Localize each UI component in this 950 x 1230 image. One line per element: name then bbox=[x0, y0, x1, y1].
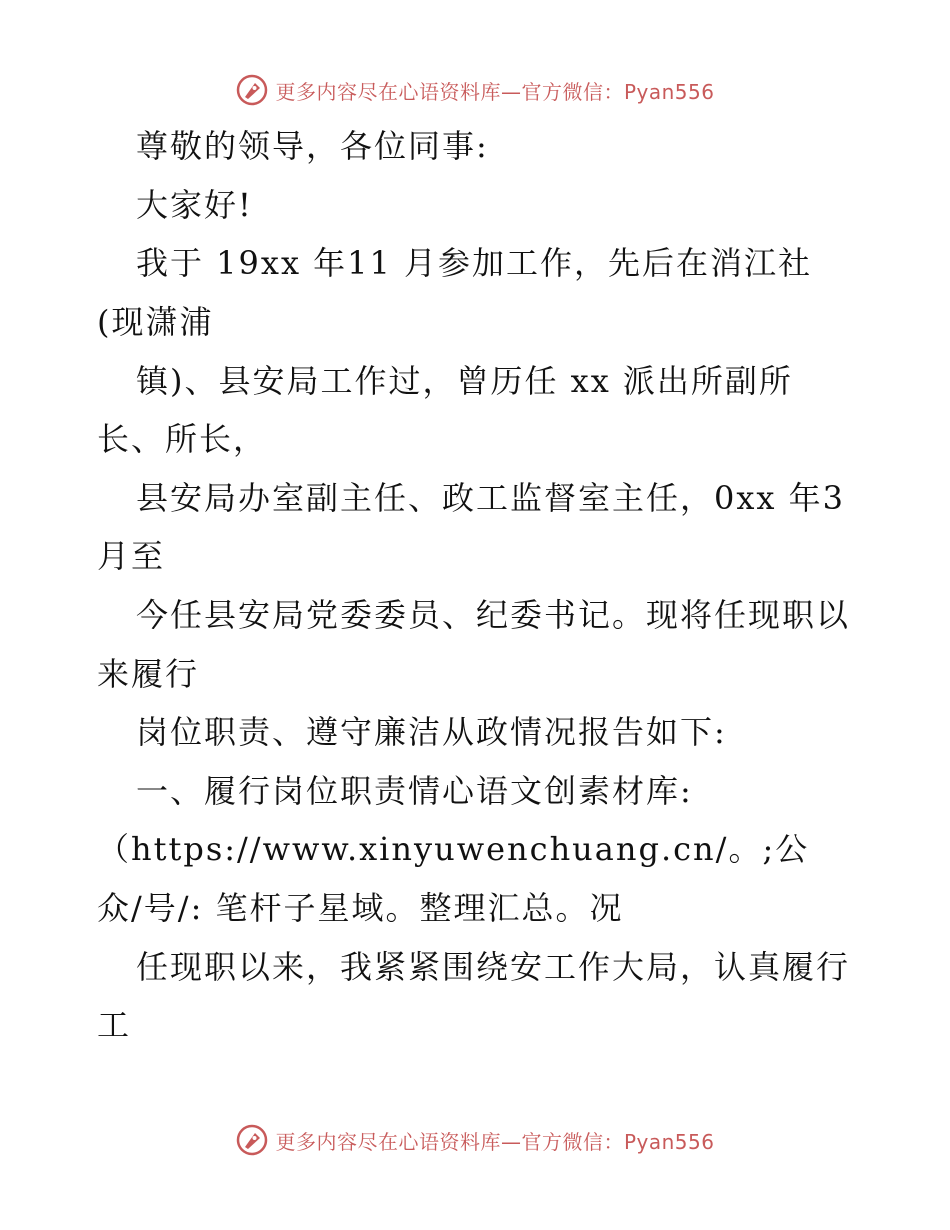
text-line: 任现职以来，我紧紧围绕安工作大局，认真履行 bbox=[136, 948, 851, 986]
text-line: 岗位职责、遵守廉洁从政情况报告如下: bbox=[136, 713, 727, 751]
salutation-line: 尊敬的领导，各位同事: bbox=[136, 127, 489, 165]
text-line: 来履行 bbox=[97, 655, 200, 693]
text-line: 工 bbox=[97, 1006, 132, 1044]
text-line: 今任县安局党委委员、纪委书记。现将任现职以 bbox=[136, 596, 851, 634]
watermark-text: 更多内容尽在心语资料库—官方微信：Pyan556 bbox=[275, 1129, 715, 1154]
text-line: （https://www.xinyuwenchuang.cn/。;公 bbox=[97, 830, 810, 868]
text-line: 我于 19xx 年11 月参加工作，先后在消江社 bbox=[136, 244, 813, 282]
text-line: 县安局办室副主任、政工监督室主任，0xx 年3 bbox=[136, 479, 845, 517]
watermark-text: 更多内容尽在心语资料库—官方微信：Pyan556 bbox=[275, 79, 715, 104]
text-line: 众/号/: 笔杆子星域。整理汇总。况 bbox=[97, 889, 624, 927]
text-line: 月至 bbox=[97, 537, 166, 575]
pen-nib-logo-icon bbox=[235, 1123, 269, 1157]
pen-nib-logo-icon bbox=[235, 73, 269, 107]
header-watermark bbox=[0, 70, 950, 110]
text-line: (现潇浦 bbox=[97, 303, 214, 341]
greeting-line: 大家好! bbox=[136, 186, 253, 224]
footer-watermark bbox=[0, 1120, 950, 1160]
text-line: 长、所长， bbox=[97, 420, 268, 458]
text-line: 镇)、县安局工作过，曾历任 xx 派出所副所 bbox=[136, 362, 793, 400]
section-heading: 一、履行岗位职责情心语文创素材库: bbox=[136, 772, 693, 810]
